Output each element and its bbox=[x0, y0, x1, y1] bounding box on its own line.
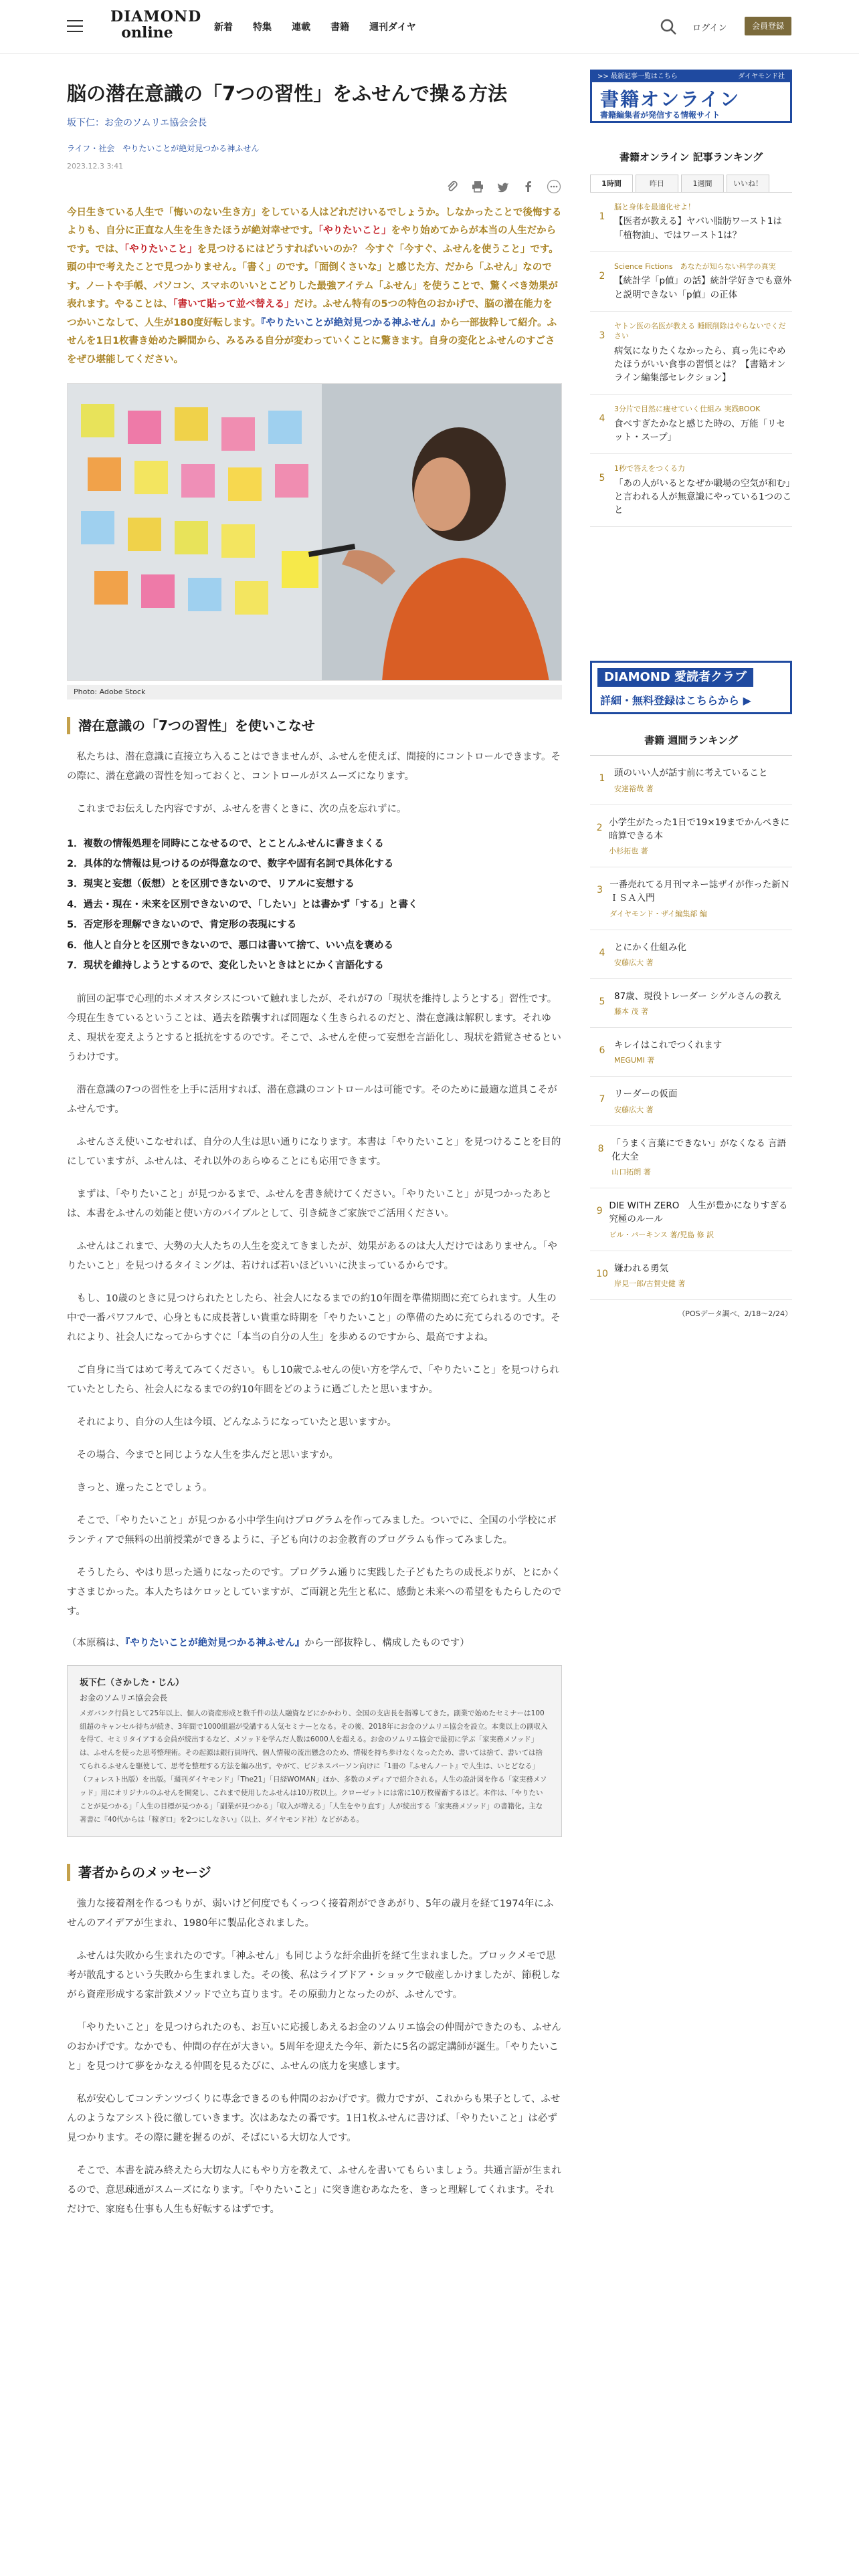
paragraph: 私たちは、潜在意識に直接立ち入ることはできませんが、ふせんを使えば、間接的にコントロールできます。その際に、潜在意識の習性を知っておくと、コントロールがスムーズになります。 bbox=[67, 751, 561, 782]
lead-text-run: だけ。ふせん特有の5つの特色のおかげで、脳の潜在能力をつかいこなして、人生が180度好転します。 bbox=[67, 299, 553, 328]
photo-credit: Photo: Adobe Stock bbox=[67, 685, 562, 700]
list-item[interactable] bbox=[590, 930, 792, 979]
book-author: 山口拓朗 著 bbox=[611, 1168, 651, 1177]
list-item[interactable] bbox=[590, 454, 792, 527]
rank-headline[interactable]: 「あの人がいるとなぜか職場の空気が和む」と言われる人が無意識にやっている1つのこと bbox=[614, 477, 792, 516]
article-title: 脳の潜在意識の「7つの習性」をふせんで操る方法 bbox=[67, 82, 508, 105]
list-item[interactable] bbox=[590, 1188, 792, 1251]
article-ranking-list bbox=[590, 193, 792, 527]
nav-item-series[interactable]: 連載 bbox=[292, 22, 310, 33]
paragraph: 私が安心してコンテンツづくりに専念できるのも仲間のおかげです。微力ですが、これからも果子として、ふせんのようなアシスト役に徹していきます。次はあなたの番です。1日1枚ふせんに書けば、「やりたいこと」は必ず見つかります。その際に鍵を握るのが、そばにいる大切な人です。 bbox=[67, 2094, 561, 2144]
nav-item-books[interactable]: 書籍 bbox=[330, 22, 349, 33]
book-title[interactable]: 87歳、現役トレーダー シゲルさんの教え bbox=[614, 990, 782, 1002]
author-bio bbox=[67, 1665, 562, 1837]
list-item[interactable] bbox=[590, 1077, 792, 1125]
lead-text-run[interactable]: 『やりたいことが絶対見つかる神ふせん』 bbox=[260, 317, 441, 328]
book-online-banner[interactable] bbox=[590, 70, 792, 123]
lead-text-run: を見つけるにはどうすればいいのか？ 今すぐ「今すぐ、ふせんを使うこと」です。頭の中で考えたことで見つかりません。「書く」のです。「面倒くさいな」と感じた方、だから「ふせん」なのです。ノートや手帳、パソコン、スマホのいいとこどりした最強アイテム「ふせん」を使うことで、驚くべき効果が表れます。やることは、 bbox=[67, 243, 559, 310]
print-icon[interactable] bbox=[470, 179, 486, 195]
author-link[interactable]: 坂下仁：お金のソムリエ協会会長 bbox=[67, 117, 207, 128]
sidebar bbox=[590, 53, 792, 1319]
banner-brand: ダイヤモンド社 bbox=[738, 73, 785, 80]
paragraph: そこで、「やりたいこと」が見つかる小中学生向けプログラムを作ってみました。ついでに、全国の小学校にボランティアで無料の出前授業ができるように、子ども向けのお金教育のプログラムも作ってみました。 bbox=[67, 1515, 557, 1545]
book-author: 岸見一郎/古賀史健 著 bbox=[614, 1279, 686, 1288]
list-item[interactable] bbox=[590, 193, 792, 252]
article-lead bbox=[67, 204, 562, 370]
pos-note: （POSデータ調べ、2/18～2/24） bbox=[678, 1309, 792, 1318]
list-item: 2．具体的な情報は見つけるのが得意なので、数字や固有名詞で具体化する bbox=[67, 858, 394, 869]
paragraph: 前回の記事で心理的ホメオスタシスについて触れましたが、それが7の「現状を維持しようとする」習性です。今現在生きているということは、過去を踏襲すれば問題なく生きられるのだと、潜在意識は解釈します。それゆえ、現状を変えようとすると抵抗をするのです。そこで、ふせんを使って妄想を言語化し、現状を錯覚させるというわけです。 bbox=[67, 993, 561, 1063]
source-pre: （本原稿は、 bbox=[67, 1637, 125, 1648]
article bbox=[67, 53, 562, 2220]
list-item: 7．現状を維持しようとするので、変化したいときはとにかく言語化する bbox=[67, 960, 384, 972]
logo-line1: DIAMOND bbox=[110, 8, 202, 25]
list-item[interactable] bbox=[590, 867, 792, 930]
paragraph: これまでお伝えした内容ですが、ふせんを書くときに、次の点を忘れずに。 bbox=[76, 803, 407, 815]
section-heading-habits: 潜在意識の「7つの習性」を使いこなせ bbox=[67, 717, 562, 734]
lead-text-run: 今日生きている人生で「悔いのない生き方」をしている人はどれだけいるでしょうか。しなかったことで後悔するよりも、自分に正直な人生を生きたほうが絶対幸せです。 bbox=[67, 207, 562, 237]
nav-item-weekly[interactable]: 週刊ダイヤ bbox=[369, 22, 416, 33]
list-item[interactable] bbox=[590, 395, 792, 454]
rank-headline[interactable]: 【統計学「p値」の話】統計学好きでも意外と説明できない「p値」の正体 bbox=[614, 276, 792, 300]
list-item: 1．複数の情報処理を同時にこなせるので、とことんふせんに書きまくる bbox=[67, 838, 384, 849]
list-item: 3．現実と妄想（仮想）とを区別できないので、リアルに妄想する bbox=[67, 879, 355, 890]
rank-number: 7 bbox=[599, 1094, 605, 1105]
banner-title: 書籍オンライン bbox=[600, 88, 741, 110]
site-header bbox=[0, 0, 859, 53]
list-item: 4．過去・現在・未来を区別できないので、「したい」とは書かず「する」と書く bbox=[67, 899, 418, 910]
publish-date: 2023.12.3 3:41 bbox=[67, 161, 124, 171]
paragraph: その場合、今までと同じような人生を歩んだと思いますか。 bbox=[76, 1449, 339, 1461]
rank-number: 2 bbox=[596, 822, 603, 833]
lead-text-run: 「やりたいこと」 bbox=[124, 243, 197, 255]
nav-item-new[interactable]: 新着 bbox=[214, 22, 233, 33]
main-nav bbox=[214, 20, 416, 33]
list-item[interactable] bbox=[590, 756, 792, 804]
rank-number: 4 bbox=[599, 947, 605, 958]
search-icon[interactable] bbox=[659, 17, 678, 36]
book-title[interactable]: 一番売れてる月刊マネー誌ザイが作った新ＮＩＳＡ入門 bbox=[609, 879, 790, 904]
readers-club-banner[interactable] bbox=[590, 661, 792, 714]
paragraph: ふせんはこれまで、大勢の大人たちの人生を変えてきましたが、効果があるのは大人だけではありません。「やりたいこと」を見つけるタイミングは、若ければ若いほどいいに決まっているからです。 bbox=[67, 1241, 557, 1271]
banner-subtitle: 書籍編集者が発信する情報サイト bbox=[600, 110, 721, 120]
book-author: ビル・パーキンス 著/児島 修 訳 bbox=[609, 1230, 714, 1239]
rank-number: 3 bbox=[597, 885, 603, 896]
book-ranking-title: 書籍 週間ランキング bbox=[590, 733, 792, 756]
book-title[interactable]: リーダーの仮面 bbox=[614, 1089, 678, 1100]
menu-icon[interactable] bbox=[67, 20, 83, 32]
paragraph: そこで、本書を読み終えたら大切な人にもやり方を教えて、ふせんを書いてもらいましょう。共通言語が生まれるので、意思疎通がスムーズになります。「やりたいこと」に突き進むあなたを、きっと理解してくれます。それだけで、家庭も仕事も人生も好転するはずです。 bbox=[67, 2165, 561, 2216]
list-item: 6．他人と自分とを区別できないので、悪口は書いて捨て、いい点を褒める bbox=[67, 940, 394, 951]
bio-role: お金のソムリエ協会会長 bbox=[80, 1693, 168, 1703]
book-title[interactable]: 嫌われる勇気 bbox=[614, 1263, 668, 1274]
list-item[interactable] bbox=[590, 979, 792, 1028]
club-banner-link: 詳細・無料登録はこちらから ▶ bbox=[600, 694, 751, 708]
rank-number: 5 bbox=[599, 996, 605, 1007]
paragraph: 「やりたいこと」を見つけられたのも、お互いに応援しあえるお金のソムリエ協会の仲間ができたのも、ふせんのおかげです。なかでも、仲間の存在が大きい。5周年を迎えた今年、新たに5名の認定講師が誕生。「やりたいこと」を見つけて夢をかなえる仲間を見るたびに、ふせんの底力を実感します。 bbox=[67, 2022, 561, 2072]
book-author: ダイヤモンド・ザイ編集部 編 bbox=[609, 909, 707, 918]
rank-number: 6 bbox=[599, 1045, 605, 1057]
nav-item-feature[interactable]: 特集 bbox=[253, 22, 272, 33]
list-item[interactable] bbox=[590, 1028, 792, 1077]
paragraph: ご自身に当てはめて考えてみてください。もし10歳でふせんの使い方を学んで、「やりたいこと」を見つけられていたとしたら、社会人になるまでの約10年間をどのように過ごしたと思いますか。 bbox=[67, 1364, 559, 1395]
paragraph: そうしたら、やはり思った通りになったのです。プログラム通りに実践した子どもたちの成長ぶりが、とにかくすさまじかった。本人たちはケロッとしていますが、ご両親と先生と私に、感動と未来への希望をもたらしたのです。 bbox=[67, 1567, 562, 1617]
rank-number: 4 bbox=[599, 413, 605, 425]
list-item[interactable] bbox=[590, 1126, 792, 1189]
clip-icon[interactable] bbox=[444, 179, 460, 195]
list-item[interactable] bbox=[590, 1251, 792, 1300]
paragraph: 潜在意識の7つの習性を上手に活用すれば、潜在意識のコントロールは可能です。そのために最適な道具こそがふせんです。 bbox=[67, 1084, 557, 1115]
rank-kicker: Science Fictions あなたが知らない科学の真実 bbox=[614, 261, 776, 271]
source-note bbox=[67, 1634, 562, 1653]
rank-headline[interactable]: 【医者が教える】ヤバい脂肪ワースト1は「植物油」、ではワースト1は？ bbox=[614, 216, 782, 241]
tab-yesterday[interactable]: 昨日 bbox=[636, 175, 678, 192]
lead-text-run: 「やりたいこと」 bbox=[318, 225, 391, 237]
bio-text: メガバンク行員として25年以上、個人の資産形成と数千件の法人融資などにかかわり、全国の支店長を指導してきた。副業で始めたセミナーは100組超のキャンセル待ちが続き、3年間で1000組超が受講する人気セミナーとなる。その後、2018年にお金のソムリエ協会を設立。本業以上の副収入を得て、セミリタイアする会員が続出するなど、メソッドを学んだ人数は6000人を超える。お金のソムリエ協会で最初に学ぶ「家実務メソッド」は、ふせんを使った思考整理術。その起源は銀行員時代、個人情報の流出懸念のため、情報を持ち歩けなくなったため、書いては捨て、書いては捨てられるふせんを駆使して、思考を整理する方法を編み出す。やがて、ビジネスパーソン向けに「1冊の『ふせんノート』で人生は、いとどなる」（フォレスト出版）を出版。「週刊ダイヤモンド」「The21」「日経WOMAN」ほか、多数のメディアで紹介される。人生の設計図を作る「家実務メソッド」用にオリジナルのふせんを開発し、これまで使用したふせんは10万枚以上。クローゼットには常に10万枚備蓄するほど。本作は、「やりたいことが見つかる」「人生の目標が見つかる」「副業が見つかる」「収入が増える」「人生をやり直す」人が続出する「家実務メソッド」の書籍化。主な著書に『40代からは「稼ぎ口」を2つにしなさい』（以上、ダイヤモンド社）などがある。 bbox=[80, 1709, 548, 1824]
club-banner-title: DIAMOND 愛読者クラブ bbox=[597, 668, 753, 687]
paragraph: それにより、自分の人生は今頃、どんなふうになっていたと思いますか。 bbox=[76, 1416, 397, 1428]
rank-number: 2 bbox=[599, 270, 605, 282]
book-author: 安藤広大 著 bbox=[614, 958, 654, 967]
book-title[interactable]: 小学生がたった1日で19×19までかんぺきに暗算できる本 bbox=[609, 817, 790, 841]
book-link[interactable]: 『やりたいことが絶対見つかる神ふせん』 bbox=[125, 1637, 305, 1648]
list-item[interactable] bbox=[590, 252, 792, 312]
book-title[interactable]: キレイはこれでつくれます bbox=[614, 1040, 723, 1051]
tab-likes[interactable]: いいね！ bbox=[727, 175, 769, 192]
paragraph: 強力な接着剤を作るつもりが、弱いけど何度でもくっつく接着剤ができあがり、5年の歳月を経て1974年にふせんのアイデアが生まれ、1980年に製品化されました。 bbox=[67, 1899, 554, 1929]
book-title[interactable]: 「うまく言葉にできない」がなくなる 言語化大全 bbox=[611, 1138, 787, 1162]
rank-number: 1 bbox=[599, 773, 605, 784]
book-title[interactable]: とにかく仕組み化 bbox=[614, 942, 686, 953]
more-icon[interactable] bbox=[546, 179, 562, 195]
banner-top-label: >> 最新記事一覧はこちら bbox=[597, 73, 678, 80]
banner-top bbox=[592, 72, 790, 82]
twitter-icon[interactable] bbox=[495, 179, 511, 195]
logo-line2: online bbox=[121, 24, 173, 41]
list-item: 5．否定形を理解できないので、肯定形の表現にする bbox=[67, 920, 297, 931]
lead-text-run: をやり始めてからが本当の人生だからです。では、 bbox=[67, 225, 557, 255]
rank-kicker: 1秒で答えをつくる力 bbox=[614, 464, 685, 473]
section-heading-message: 著者からのメッセージ bbox=[67, 1864, 562, 1881]
rank-number: 5 bbox=[599, 473, 605, 484]
paragraph: ふせんは失敗から生まれたのです。「神ふせん」も同じような紆余曲折を経て生まれました。ブロックメモで思考が散乱するという失敗から生まれました。その後、私はライブドア・ショックで破産しかけましたが、節税しながら資産形成する家計鉄メソッドで立ち直ります。その原動力となったのが、ふせんです。 bbox=[67, 1951, 561, 2001]
book-title[interactable]: DIE WITH ZERO 人生が豊かになりすぎる究極のルール bbox=[609, 1200, 788, 1225]
ranking-title: 書籍オンライン 記事ランキング bbox=[619, 151, 763, 163]
rank-headline[interactable]: 病気になりたくなかったら、真っ先にやめたほうがいい食事の習慣とは？【書籍オンライン編集部セレクション】 bbox=[614, 345, 786, 384]
rank-number: 8 bbox=[597, 1143, 604, 1154]
lead-text-run: 「書いて貼って並べ替える」 bbox=[173, 299, 294, 310]
lead-text-run: から一部抜粋して紹介。ふせんを1日1枚書き始めた瞬間から、みるみる自分が変わっていくことに驚きます。自身の変化とふせんのすごさをぜひ堪能してください。 bbox=[67, 317, 557, 365]
tab-1week[interactable]: 1週間 bbox=[681, 175, 724, 192]
rank-kicker: ヤトン医の名医が教える 睡眠削除はやらないでください bbox=[614, 321, 786, 341]
book-author: 小杉拓也 著 bbox=[609, 847, 648, 856]
article-photo bbox=[67, 383, 562, 681]
rank-kicker: 脳と身体を最適化せよ！ bbox=[614, 203, 695, 211]
login-link[interactable]: ログイン bbox=[692, 23, 727, 33]
category-link[interactable]: ライフ・社会 やりたいことが絶対見つかる神ふせん bbox=[67, 143, 260, 153]
list-item[interactable] bbox=[590, 312, 792, 395]
rank-number: 1 bbox=[599, 211, 605, 222]
paragraph: ふせんさえ使いこなせれば、自分の人生は思い通りになります。本書は「やりたいこと」を見つけることを目的にしていますが、ふせんは、それ以外のあらゆることにも応用できます。 bbox=[67, 1136, 561, 1167]
bio-name: 坂下仁（さかした・じん） bbox=[80, 1677, 185, 1688]
source-post: から一部抜粋し、構成したものです） bbox=[304, 1637, 470, 1648]
book-author: MEGUMI 著 bbox=[614, 1056, 655, 1065]
ranking-tabs bbox=[590, 175, 792, 193]
book-author: 安達裕哉 著 bbox=[614, 784, 654, 793]
book-author: 安藤広大 著 bbox=[614, 1105, 654, 1114]
rank-headline[interactable]: 食べすぎたかなと感じた時の、万能「リセット・スープ」 bbox=[614, 418, 785, 443]
book-ranking-list bbox=[590, 756, 792, 1300]
paragraph: まずは、「やりたいこと」が見つかるまで、ふせんを書き続けてください。「やりたいこと」が見つかったあとは、本書をふせんの効能と使い方のバイブルとして、引き続きご家族でご活用ください。 bbox=[67, 1188, 552, 1219]
book-title[interactable]: 頭のいい人が話す前に考えていること bbox=[614, 768, 768, 779]
book-author: 藤本 茂 著 bbox=[614, 1007, 648, 1016]
facebook-icon[interactable] bbox=[520, 179, 537, 195]
list-item[interactable] bbox=[590, 805, 792, 868]
share-bar bbox=[67, 177, 562, 196]
paragraph: きっと、違ったことでしょう。 bbox=[76, 1482, 213, 1493]
register-button[interactable]: 会員登録 bbox=[745, 17, 791, 35]
rank-number: 10 bbox=[596, 1268, 608, 1279]
rank-number: 3 bbox=[599, 330, 605, 341]
paragraph: もし、10歳のときに見つけられたとしたら、社会人になるまでの約10年間を準備期間に充てられます。人生の中で一番パワフルで、心身ともに成長著しい貴重な時期を「やりたいこと」の準備のために充てられるのです。それにより、社会人になってからすぐに「本当の自分の人生」を歩めるのですから、最高ですよね。 bbox=[67, 1293, 561, 1343]
habits-list bbox=[67, 834, 562, 976]
rank-kicker: 3分片で目然に痩せていく仕組み 実践BOOK bbox=[614, 405, 761, 414]
tab-1hour[interactable]: 1時間 bbox=[590, 175, 633, 192]
site-logo[interactable] bbox=[110, 8, 202, 43]
rank-number: 9 bbox=[596, 1206, 603, 1217]
